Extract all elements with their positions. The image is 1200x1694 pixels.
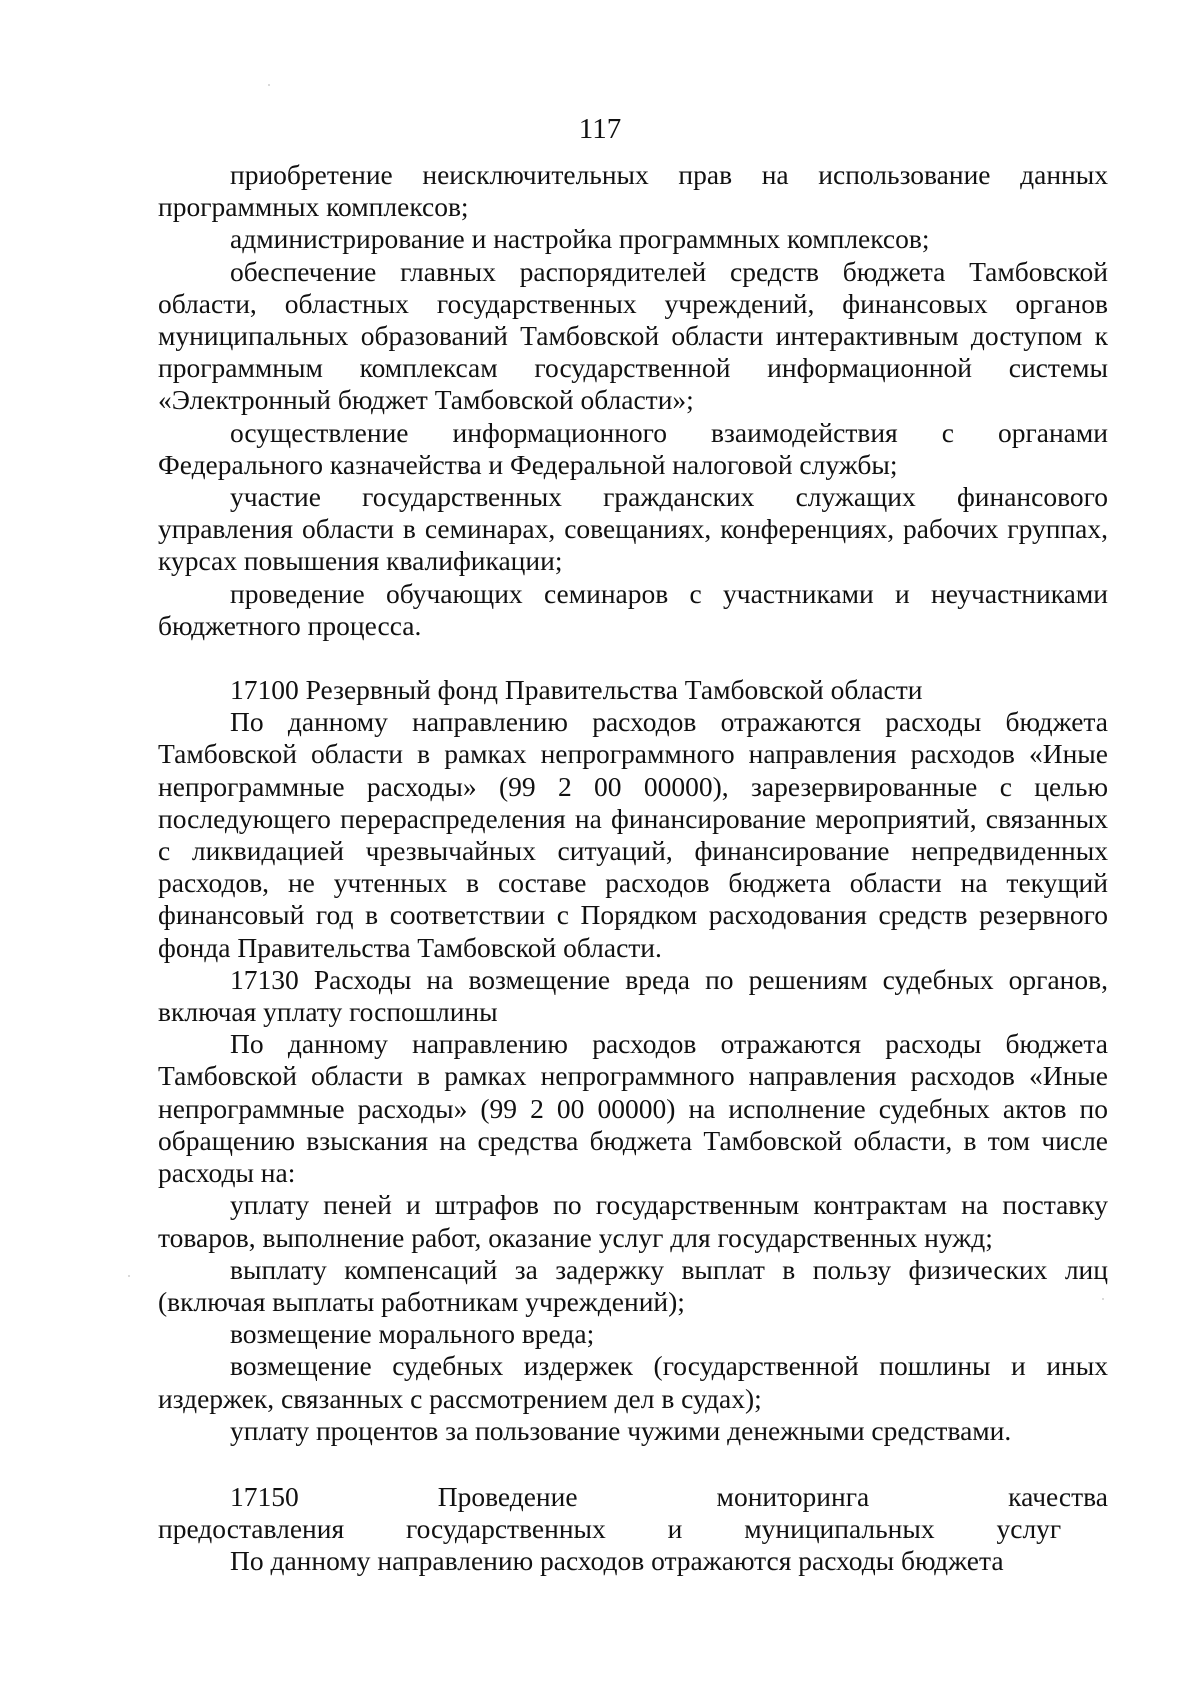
list-item-administration: администрирование и настройка программных комплексов; (230, 223, 930, 255)
scan-speck (268, 84, 270, 86)
list-item-licenses: приобретение неисключительных прав на использование данных программных комплексов; (158, 159, 1108, 223)
list-item-participation: участие государственных гражданских служащих финансового управления области в семинарах, совещаниях, конференциях, рабочих группах, курсах повышения квалификации; (158, 481, 1108, 577)
document-body (158, 159, 1108, 1578)
list-item-penalties: уплату пеней и штрафов по государственным контрактам на поставку товаров, выполнение работ, оказание услуг для государственных нужд; (158, 1189, 1108, 1253)
scan-speck (128, 1275, 130, 1277)
section-paragraph-17150: По данному направлению расходов отражаются расходы бюджета (230, 1545, 1004, 1577)
list-item-moral-damage: возмещение морального вреда; (230, 1318, 595, 1350)
scan-speck (1102, 1298, 1104, 1300)
section-paragraph-17130: По данному направлению расходов отражаются расходы бюджета Тамбовской области в рамках непрограммного направления расходов «Иные непрограммные расходы» (99 2 00 00000) на исполнение судебных актов по обращению взыскания на средства бюджета Тамбовской области, в том числе расходы на: (158, 1028, 1108, 1189)
section-heading-17130: 17130 Расходы на возмещение вреда по решениям судебных органов, включая уплату госпошлины (158, 963, 1108, 1028)
page-number: 117 (578, 113, 622, 145)
list-item-court-costs: возмещение судебных издержек (государственной пошлины и иных издержек, связанных с рассмотрением дел в судах); (158, 1350, 1108, 1414)
list-item-compensation: выплату компенсаций за задержку выплат в пользу физических лиц (включая выплаты работникам учреждений); (158, 1253, 1108, 1317)
list-item-interest: уплату процентов за пользование чужими денежными средствами. (230, 1414, 1012, 1446)
list-item-seminars: проведение обучающих семинаров с участниками и неучастниками бюджетного процесса. (158, 577, 1108, 641)
list-item-interaction: осуществление информационного взаимодействия с органами Федерального казначейства и Федеральной налоговой службы; (158, 416, 1108, 480)
section-heading-17100: 17100 Резервный фонд Правительства Тамбовской области (230, 674, 923, 706)
section-paragraph-17100: По данному направлению расходов отражаются расходы бюджета Тамбовской области в рамках непрограммного направления расходов «Иные непрограммные расходы» (99 2 00 00000), зарезервированные с целью последующего перераспределения на финансирование мероприятий, связанных с ликвидацией чрезвычайных ситуаций, финансирование непредвиденных расходов, не учтенных в составе расходов бюджета области на текущий финансовый год в соответствии с Порядком расходования средств резервного фонда Правительства Тамбовской области. (158, 706, 1108, 963)
list-item-access: обеспечение главных распорядителей средств бюджета Тамбовской области, областных государственных учреждений, финансовых органов муниципальных образований Тамбовской области интерактивным доступом к программным комплексам государственной информационной системы «Электронный бюджет Тамбовской области»; (158, 255, 1108, 416)
section-heading-17150: 17150 Проведение мониторинга качества предоставления государственных и муниципальных услуг (158, 1480, 1108, 1545)
